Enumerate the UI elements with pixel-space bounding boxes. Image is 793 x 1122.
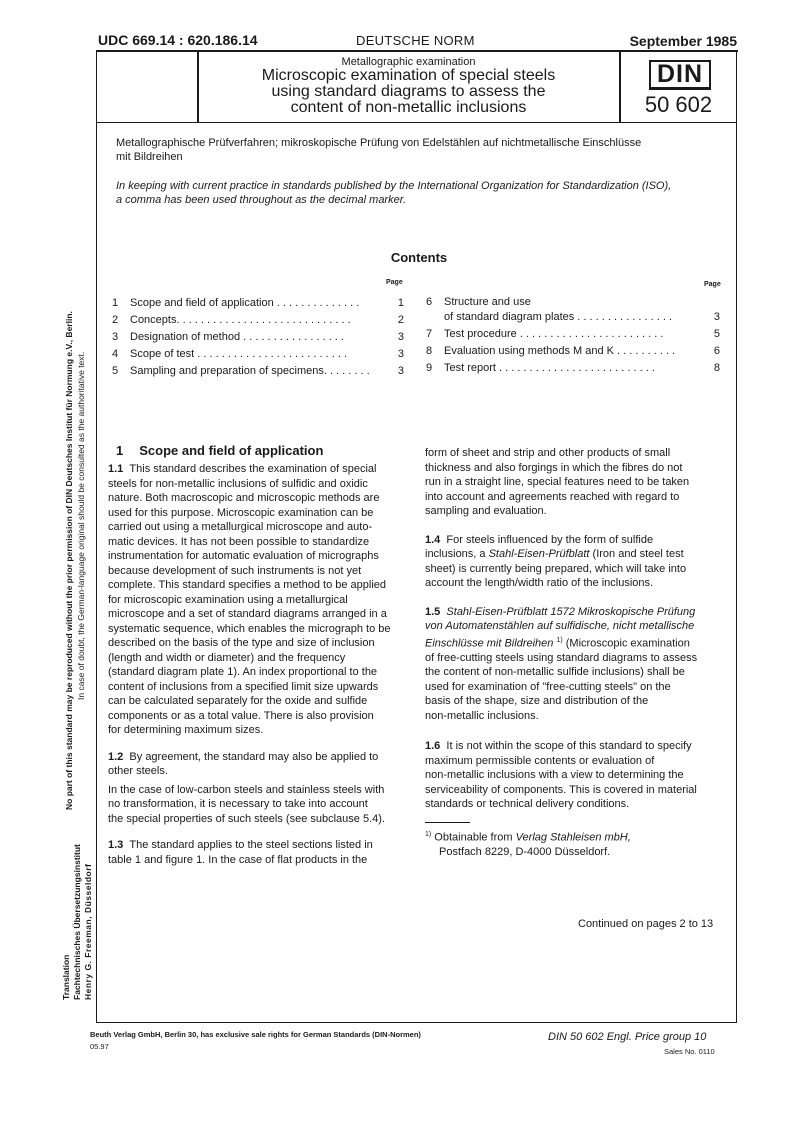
sales-number: Sales No. 0110 <box>664 1047 715 1056</box>
paragraph-1-2: 1.2 By agreement, the standard may also be applied to other steels. <box>108 750 379 777</box>
din-reference: DIN 50 602 Engl. Price group 10 <box>548 1031 707 1043</box>
norm-label: DEUTSCHE NORM <box>356 33 475 48</box>
title-line: Microscopic examination of special steels <box>261 67 556 84</box>
page-column-label: Page <box>386 279 403 286</box>
translator-institute: Fachtechnisches Übersetzungsinstitut <box>72 844 82 1000</box>
toc-entry[interactable]: 4 Scope of test . . . . . . . . . . . . . . . . . . . . . . . . . 3 <box>112 348 404 360</box>
footnote-rule <box>425 822 470 823</box>
toc-entry[interactable]: 3 Designation of method . . . . . . . . . . . . . . . . . 3 <box>112 331 404 343</box>
paragraph-1-2-cont: In the case of low-carbon steels and stainless steels with no transformation, it is necessary to take into account the special properties of such steels (see subclause 5.4). <box>108 783 385 825</box>
toc-entry[interactable]: 5 Sampling and preparation of specimens. . . . . . . . 3 <box>112 365 404 377</box>
document-title <box>198 68 619 116</box>
toc-entry[interactable]: 6 Structure and use <box>426 296 531 308</box>
toc-right <box>426 295 720 377</box>
publisher-rights: Beuth Verlag GmbH, Berlin 30, has exclusive sale rights for German Standards (DIN-Normen) <box>90 1030 421 1039</box>
toc-left <box>112 295 404 380</box>
toc-entry[interactable]: 9 Test report . . . . . . . . . . . . . . . . . . . . . . . . . . 8 <box>426 362 720 374</box>
paragraph-1-6: 1.6 It is not within the scope of this standard to specify maximum permissible contents or evaluation of non-metallic inclusions with a view to determining the serviceability of components. This is covered in material standards or technical delivery conditions. <box>425 740 697 811</box>
document-subtitle: Metallographic examination <box>341 56 476 68</box>
translator-name: Henry G. Freeman, Düsseldorf <box>83 863 93 1000</box>
edition-code: 05.97 <box>90 1042 109 1051</box>
paragraph-1-3-cont: form of sheet and strip and other products of small thickness and also forgings in which the fibres do not run in a straight line, special features need to be taken into account and agreements reached with regard to sampling and evaluation. <box>425 447 690 517</box>
left-column <box>108 462 408 877</box>
paragraph-1-5: 1.5 Stahl-Eisen-Prüfblatt 1572 Mikroskopische Prüfung von Automatenstählen auf sulfidische, nicht metallische Einschlüsse mit Bildreihen $^{1)}$ (Microscopic examination of free-cutting steels using standard diagrams to assess the content of non-metallic sulfide inclusions) shall be used for examination of "free-cutting steels" on the basis of the shape, size and distribution of the non-metallic inclusions. <box>425 605 698 722</box>
german-title: Metallographische Prüfverfahren; mikroskopische Prüfung von Edelstählen auf nichtmetallische Einschlüsse mit Bildreihen <box>116 137 642 163</box>
title-line: content of non-metallic inclusions <box>290 99 527 116</box>
publication-date: September 1985 <box>629 33 737 49</box>
section-1-heading: 1 Scope and field of application <box>116 443 324 458</box>
toc-entry[interactable]: 1 Scope and field of application . . . . . . . . . . . . . . 1 <box>112 297 404 309</box>
page-column-label: Page <box>704 281 721 288</box>
continued-note: Continued on pages 2 to 13 <box>578 918 714 930</box>
standard-number: 50 602 <box>644 92 713 117</box>
authoritative-text-notice: In case of doubt, the German-language original should be consulted as the authoritative text. <box>76 351 86 700</box>
din-logo: DIN <box>632 60 728 90</box>
udc-code: UDC 669.14 : 620.186.14 <box>98 32 258 48</box>
footnote-1: $^{1)}$ Obtainable from Verlag Stahleisen mbH, Postfach 8229, D-4000 Düsseldorf. <box>425 831 631 859</box>
toc-entry[interactable]: of standard diagram plates . . . . . . . . . . . . . . . . 3 <box>444 311 720 323</box>
paragraph-1-4: 1.4 For steels influenced by the form of sulfide inclusions, a Stahl-Eisen-Prüfblatt (Iron and steel test sheet) is currently being prepared, which will take into account the length/width ratio of the inclusions. <box>425 533 687 589</box>
right-column <box>425 446 725 822</box>
translation-label: Translation <box>61 954 71 1000</box>
contents-heading: Contents <box>390 250 448 265</box>
paragraph-1-1: 1.1 This standard describes the examination of special steels for non-metallic inclusions of sulfidic and oxidic nature. Both macroscopic and microscopic methods are used for this purpose. Microscopic examination can be carried out using a metallurgical microscope and auto- matic devices. It has not been possible to standardize instrumentation for automatic evaluation of micrographs because development of such instruments is not yet complete. This standard specifies a method to be applied for microscopic examination using a metallurgical microscope and a set of standard diagrams arranged in a systematic sequence, which enables the micrograph to be described on the basis of the type and size of inclusion (length and width or diameter) and the frequency (standard diagram plate 1). An index proportional to the content of inclusions from a specified limit size upwards can be calculated separately for the oxide and sulfide components or as a total value. There is also provision for determining maximum sizes. <box>108 463 391 736</box>
copyright-notice: No part of this standard may be reproduced without the prior permission of DIN Deutsches Institut für Normung e.V., Berlin. <box>64 311 74 810</box>
toc-entry[interactable]: 2 Concepts. . . . . . . . . . . . . . . . . . . . . . . . . . . . . 2 <box>112 314 404 326</box>
iso-decimal-note: In keeping with current practice in standards published by the International Organization for Standardization (ISO), a comma has been used throughout as the decimal marker. <box>116 180 672 206</box>
title-line: using standard diagrams to assess the <box>271 83 546 100</box>
paragraph-1-3: 1.3 The standard applies to the steel sections listed in table 1 and figure 1. In the case of flat products in the <box>108 839 373 866</box>
toc-entry[interactable]: 7 Test procedure . . . . . . . . . . . . . . . . . . . . . . . . 5 <box>426 328 720 340</box>
toc-entry[interactable]: 8 Evaluation using methods M and K . . . . . . . . . . 6 <box>426 345 720 357</box>
